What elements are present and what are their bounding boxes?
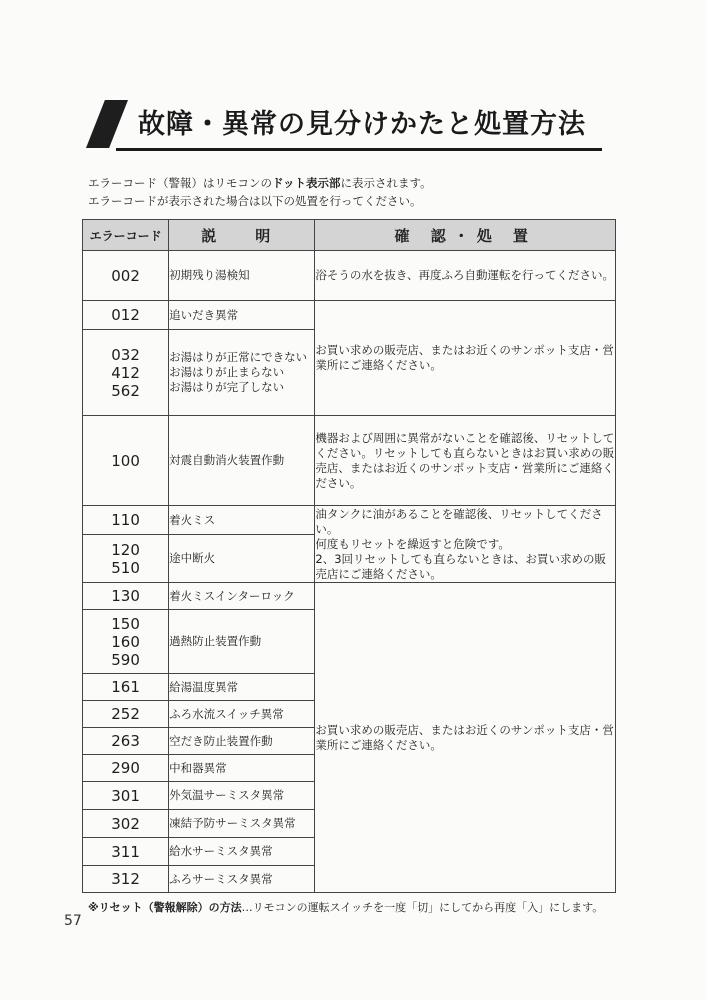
error-code: 562 <box>111 381 140 400</box>
error-code-table <box>82 219 616 893</box>
error-description: 着火ミス <box>169 506 315 535</box>
error-description: 給水サーミスタ異常 <box>169 838 315 866</box>
error-code: 510 <box>111 558 140 577</box>
header-code: エラーコード <box>83 220 169 251</box>
intro-text <box>88 174 432 210</box>
error-code: 002 <box>83 251 169 301</box>
action-cell: お買い求めの販売店、またはお近くのサンポット支店・営業所にご連絡ください。 <box>315 301 616 416</box>
error-code: 252 <box>83 701 169 728</box>
table-row <box>83 251 616 301</box>
header-description: 説 明 <box>169 220 315 251</box>
table-row <box>83 416 616 506</box>
intro-line-1 <box>88 174 432 192</box>
error-code-group <box>83 330 169 416</box>
error-description: お湯はりが完了しない <box>169 380 285 394</box>
error-code-group <box>83 610 169 674</box>
error-description: 途中断火 <box>169 535 315 583</box>
error-code: 150 <box>111 614 140 633</box>
error-code: 302 <box>83 810 169 838</box>
intro-line-1-pre: エラーコード（警報）はリモコンの <box>88 176 272 190</box>
error-description: 凍結予防サーミスタ異常 <box>169 810 315 838</box>
action-line: 2、3回リセットしても直らないときは、お買い求めの販売店にご連絡ください。 <box>315 551 606 581</box>
action-cell: 浴そうの水を抜き、再度ふろ自動運転を行ってください。 <box>315 251 616 301</box>
error-code: 412 <box>111 363 140 382</box>
action-cell: 機器および周囲に異常がないことを確認後、リセットしてください。リセットしても直らないときはお買い求めの販売店、またはお近くのサンポット支店・営業所にご連絡ください。 <box>315 416 616 506</box>
header-action: 確 認・処 置 <box>315 220 616 251</box>
action-cell <box>315 506 616 583</box>
error-description: 追いだき異常 <box>169 301 315 330</box>
error-description: ふろサーミスタ異常 <box>169 866 315 893</box>
error-code: 290 <box>83 755 169 782</box>
error-code: 312 <box>83 866 169 893</box>
intro-line-2: エラーコードが表示された場合は以下の処置を行ってください。 <box>88 194 422 208</box>
footnote-text: …リモコンの運転スイッチを一度「切」にしてから再度「入」にします。 <box>241 901 604 914</box>
error-code: 263 <box>83 728 169 755</box>
error-description: 対震自動消火装置作動 <box>169 416 315 506</box>
error-description: ふろ水流スイッチ異常 <box>169 701 315 728</box>
error-description: お湯はりが止まらない <box>169 365 285 379</box>
error-description: 着火ミスインターロック <box>169 583 315 610</box>
reset-footnote <box>88 899 603 915</box>
error-code-group <box>83 535 169 583</box>
error-code: 311 <box>83 838 169 866</box>
error-code: 110 <box>83 506 169 535</box>
table-header-row <box>83 220 616 251</box>
error-code: 161 <box>83 674 169 701</box>
error-code: 100 <box>83 416 169 506</box>
error-code: 130 <box>83 583 169 610</box>
table-row <box>83 506 616 535</box>
section-title-block <box>86 98 616 152</box>
intro-line-1-post: に表示されます。 <box>340 176 432 190</box>
error-code: 120 <box>111 540 140 559</box>
error-description: お湯はりが正常にできない <box>169 350 308 364</box>
error-code: 590 <box>111 650 140 669</box>
title-underline <box>116 148 602 151</box>
action-line: 油タンクに油があることを確認後、リセットしてください。 <box>315 506 603 536</box>
error-description: 初期残り湯検知 <box>169 251 315 301</box>
error-description: 給湯温度異常 <box>169 674 315 701</box>
error-description: 過熱防止装置作動 <box>169 610 315 674</box>
table-row <box>83 583 616 610</box>
footnote-bold: ※リセット（警報解除）の方法 <box>88 901 242 914</box>
action-cell: お買い求めの販売店、またはお近くのサンポット支店・営業所にご連絡ください。 <box>315 583 616 893</box>
page-title: 故障・異常の見分けかたと処置方法 <box>138 109 586 140</box>
error-description: 中和器異常 <box>169 755 315 782</box>
intro-line-1-bold: ドット表示部 <box>272 176 341 190</box>
error-description: 空だき防止装置作動 <box>169 728 315 755</box>
error-code: 012 <box>83 301 169 330</box>
error-description-group <box>169 330 315 416</box>
title-marker-icon <box>86 100 128 148</box>
action-line: 何度もリセットを繰返すと危険です。 <box>315 536 510 551</box>
table-row <box>83 301 616 330</box>
error-code: 160 <box>111 632 140 651</box>
page-number: 57 <box>64 913 82 929</box>
error-description: 外気温サーミスタ異常 <box>169 782 315 810</box>
error-code: 032 <box>111 345 140 364</box>
error-code: 301 <box>83 782 169 810</box>
